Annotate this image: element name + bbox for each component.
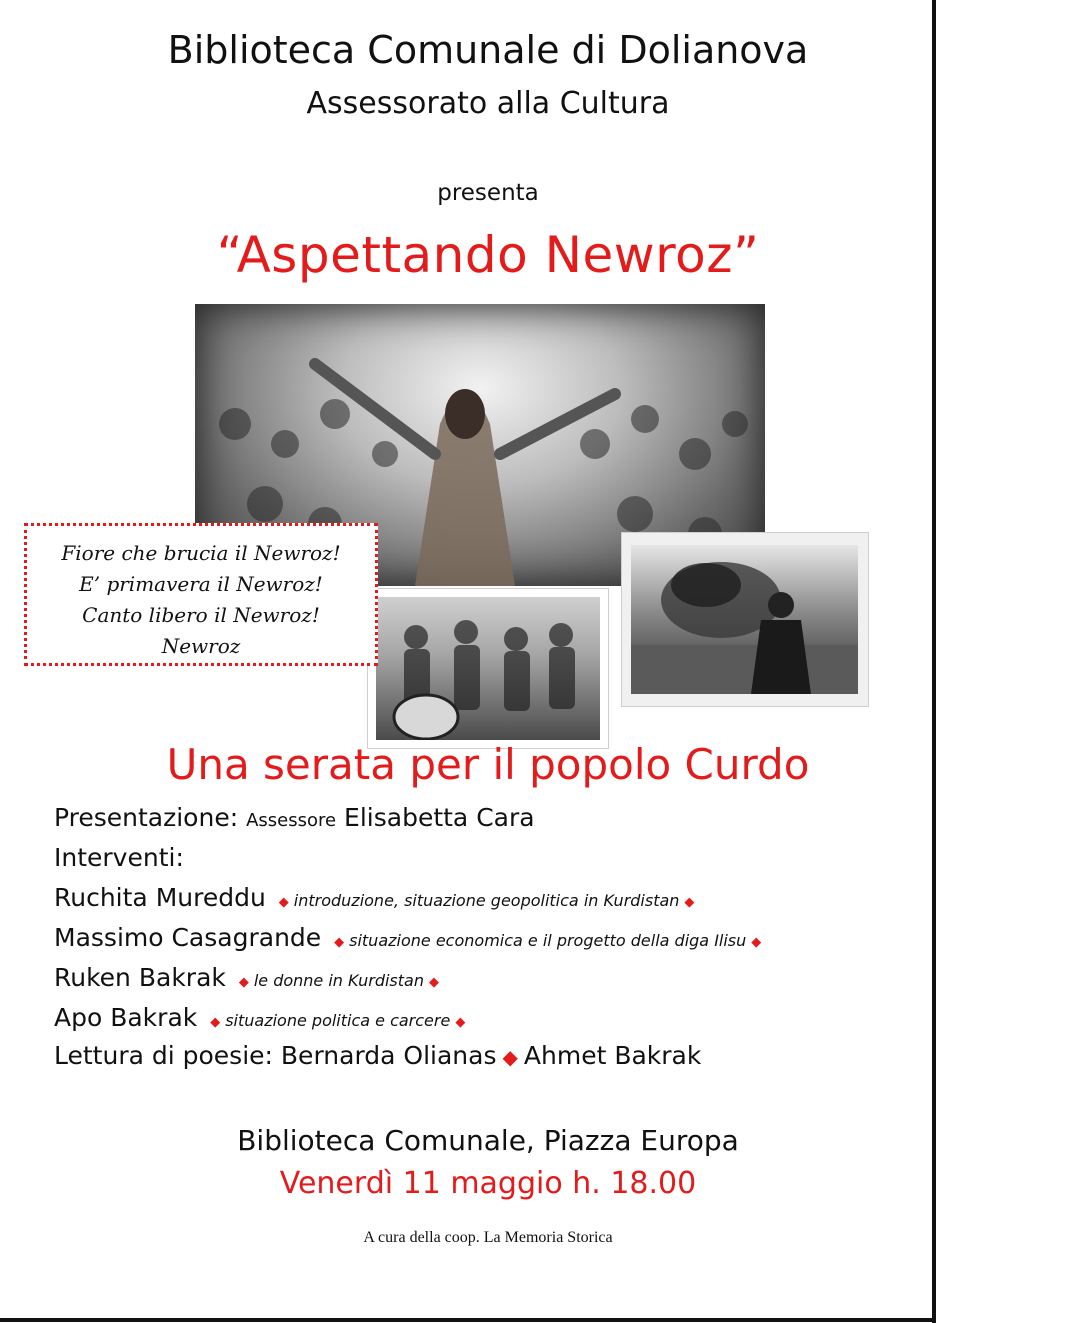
- header-department: Assessorato alla Cultura: [306, 86, 670, 121]
- speaker-name: Ruken Bakrak: [54, 963, 226, 992]
- poem-line: Newroz: [161, 634, 241, 658]
- diamond-icon: ◆: [238, 975, 249, 990]
- speaker-name: Apo Bakrak: [54, 1003, 198, 1032]
- speaker-row: [54, 883, 699, 912]
- speaker-topic: situazione economica e il progetto della diga Ilisu: [349, 931, 747, 950]
- event-date: Venerdì 11 maggio h. 18.00: [279, 1166, 697, 1201]
- venue-text: Biblioteca Comunale, Piazza Europa: [237, 1124, 739, 1157]
- diamond-icon: ◆: [502, 1045, 518, 1069]
- event-subtitle: Una serata per il popolo Curdo: [166, 740, 810, 789]
- diamond-icon: ◆: [428, 975, 439, 990]
- speaker-name: Ruchita Mureddu: [54, 883, 266, 912]
- speaker-row: [54, 1003, 470, 1032]
- page-border-bottom: [0, 1318, 936, 1322]
- program-reading: [54, 1041, 701, 1070]
- presentation-name: Elisabetta Cara: [344, 803, 535, 832]
- diamond-icon: ◆: [334, 935, 345, 950]
- speaker-name: Massimo Casagrande: [54, 923, 322, 952]
- header-library-name: Biblioteca Comunale di Dolianova: [167, 28, 809, 72]
- poem-line: E’ primavera il Newroz!: [79, 572, 323, 596]
- event-title: “Aspettando Newroz”: [216, 226, 760, 284]
- diamond-icon: ◆: [278, 895, 289, 910]
- diamond-icon: ◆: [210, 1015, 221, 1030]
- presentation-label: Presentazione:: [54, 803, 239, 832]
- presenta-text: presenta: [437, 180, 539, 206]
- program-interventions-label: Interventi:: [54, 843, 184, 872]
- fire-photo: [621, 532, 869, 707]
- credit-text: A cura della coop. La Memoria Storica: [363, 1229, 613, 1246]
- drummers-photo: [367, 588, 609, 749]
- poem-box: [24, 523, 378, 666]
- drummers-photo-figure: [376, 597, 600, 740]
- diamond-icon: ◆: [684, 895, 695, 910]
- reader-name: Ahmet Bakrak: [523, 1041, 702, 1070]
- speaker-topic: le donne in Kurdistan: [253, 971, 424, 990]
- diamond-icon: ◆: [751, 935, 762, 950]
- reading-label: Lettura di poesie:: [54, 1041, 273, 1070]
- poem-line: Canto libero il Newroz!: [82, 603, 320, 627]
- presentation-role: Assessore: [246, 810, 337, 831]
- program-presentation: [54, 803, 535, 832]
- fire-photo-figure: [631, 545, 858, 694]
- speaker-topic: introduzione, situazione geopolitica in Kurdistan: [293, 891, 680, 910]
- poem-line: Fiore che brucia il Newroz!: [61, 541, 341, 565]
- speaker-topic: situazione politica e carcere: [225, 1011, 451, 1030]
- speaker-row: [54, 923, 766, 952]
- reader-name: Bernarda Olianas: [280, 1041, 497, 1070]
- diamond-icon: ◆: [455, 1015, 466, 1030]
- speaker-row: [54, 963, 444, 992]
